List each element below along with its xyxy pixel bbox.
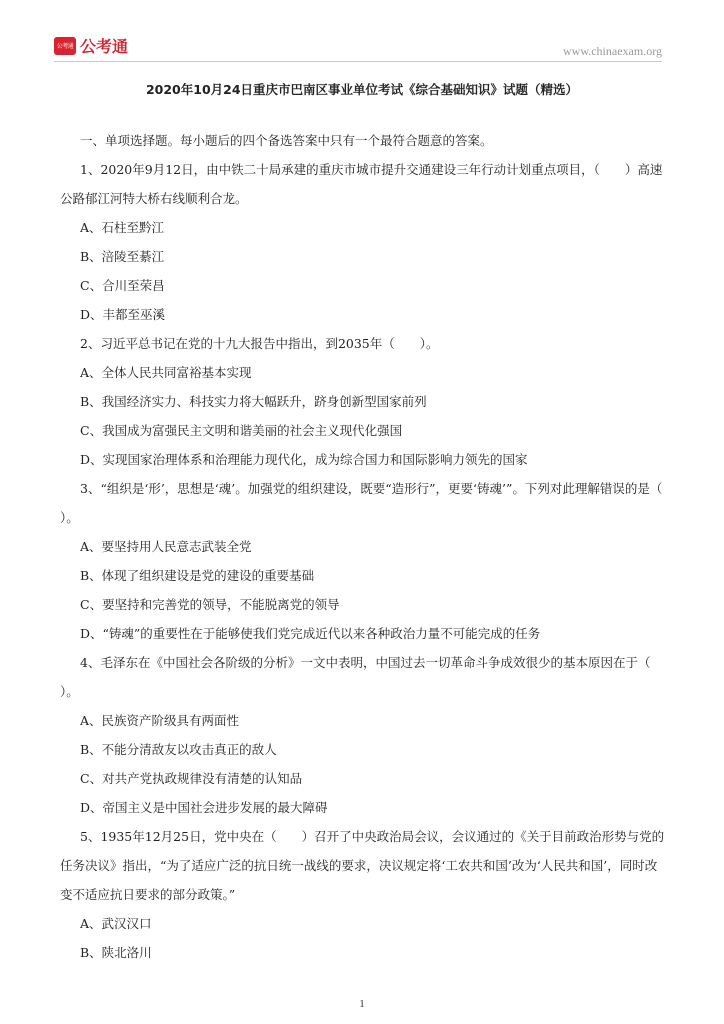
page-header bbox=[0, 0, 724, 62]
page-number: 1 bbox=[359, 998, 365, 1010]
logo-text: 公考通 bbox=[80, 37, 129, 56]
document-body bbox=[60, 126, 664, 967]
question-text-cont: ）。 bbox=[60, 510, 79, 525]
option-c: C、要坚持和完善党的领导，不能脱离党的领导 bbox=[80, 597, 340, 612]
option-b: B、我国经济实力、科技实力将大幅跃升，跻身创新型国家前列 bbox=[80, 394, 427, 409]
site-url[interactable]: www.chinaexam.org bbox=[563, 44, 662, 58]
question-text: 4、毛泽东在《中国社会各阶级的分析》一文中表明，中国过去一切革命斗争成效很少的基本原因在于（ bbox=[80, 655, 651, 670]
question-text: 1、2020年9月12日，由中铁二十局承建的重庆市城市提升交通建设三年行动计划重点项目，（ ）高速 bbox=[80, 162, 663, 177]
question-text: 2、习近平总书记在党的十九大报告中指出，到2035年（ ）。 bbox=[80, 336, 439, 351]
logo-mark: 公考通 bbox=[54, 37, 76, 55]
question-text-cont: 变不适应抗日要求的部分政策。” bbox=[60, 887, 236, 902]
option-a: A、武汉汉口 bbox=[80, 916, 152, 931]
option-d: D、帝国主义是中国社会进步发展的最大障碍 bbox=[80, 800, 328, 815]
section-intro: 一、单项选择题。每小题后的四个备选答案中只有一个最符合题意的答案。 bbox=[80, 133, 493, 148]
option-b: B、体现了组织建设是党的建设的重要基础 bbox=[80, 568, 315, 583]
option-a: A、全体人民共同富裕基本实现 bbox=[80, 365, 252, 380]
option-d: D、丰都至巫溪 bbox=[80, 307, 166, 322]
option-b: B、陕北洛川 bbox=[80, 945, 152, 960]
option-c: C、合川至荣昌 bbox=[80, 278, 165, 293]
option-c: C、对共产党执政规律没有清楚的认知品 bbox=[80, 771, 303, 786]
question-text-cont: 任务决议》指出，“为了适应广泛的抗日统一战线的要求，决议规定将‘工农共和国’改为‘人民共和国’，同时改 bbox=[60, 858, 658, 873]
question-text-cont: 公路郁江河特大桥右线顺利合龙。 bbox=[60, 191, 248, 206]
question-text-cont: ）。 bbox=[60, 684, 79, 699]
option-b: B、不能分清敌友以攻击真正的敌人 bbox=[80, 742, 277, 757]
option-a: A、石柱至黔江 bbox=[80, 220, 165, 235]
option-d: D、“铸魂”的重要性在于能够使我们党完成近代以来各种政治力量不可能完成的任务 bbox=[80, 626, 541, 641]
question-text: 3、“组织是‘形’，思想是‘魂’。加强党的组织建设，既要“造形行”，更要‘铸魂’”。下列对此理解错误的是（ bbox=[80, 481, 663, 496]
document-title: 2020年10月24日重庆市巴南区事业单位考试《综合基础知识》试题（精选） bbox=[145, 82, 579, 97]
option-a: A、民族资产阶级具有两面性 bbox=[80, 713, 240, 728]
question-text: 5、1935年12月25日，党中央在（ ）召开了中央政治局会议，会议通过的《关于目前政治形势与党的 bbox=[80, 829, 665, 844]
option-b: B、涪陵至綦江 bbox=[80, 249, 165, 264]
logo[interactable] bbox=[54, 34, 128, 57]
option-c: C、我国成为富强民主文明和谐美丽的社会主义现代化强国 bbox=[80, 423, 403, 438]
option-a: A、要坚持用人民意志武装全党 bbox=[80, 539, 252, 554]
header-divider bbox=[54, 61, 662, 62]
option-d: D、实现国家治理体系和治理能力现代化，成为综合国力和国际影响力领先的国家 bbox=[80, 452, 528, 467]
